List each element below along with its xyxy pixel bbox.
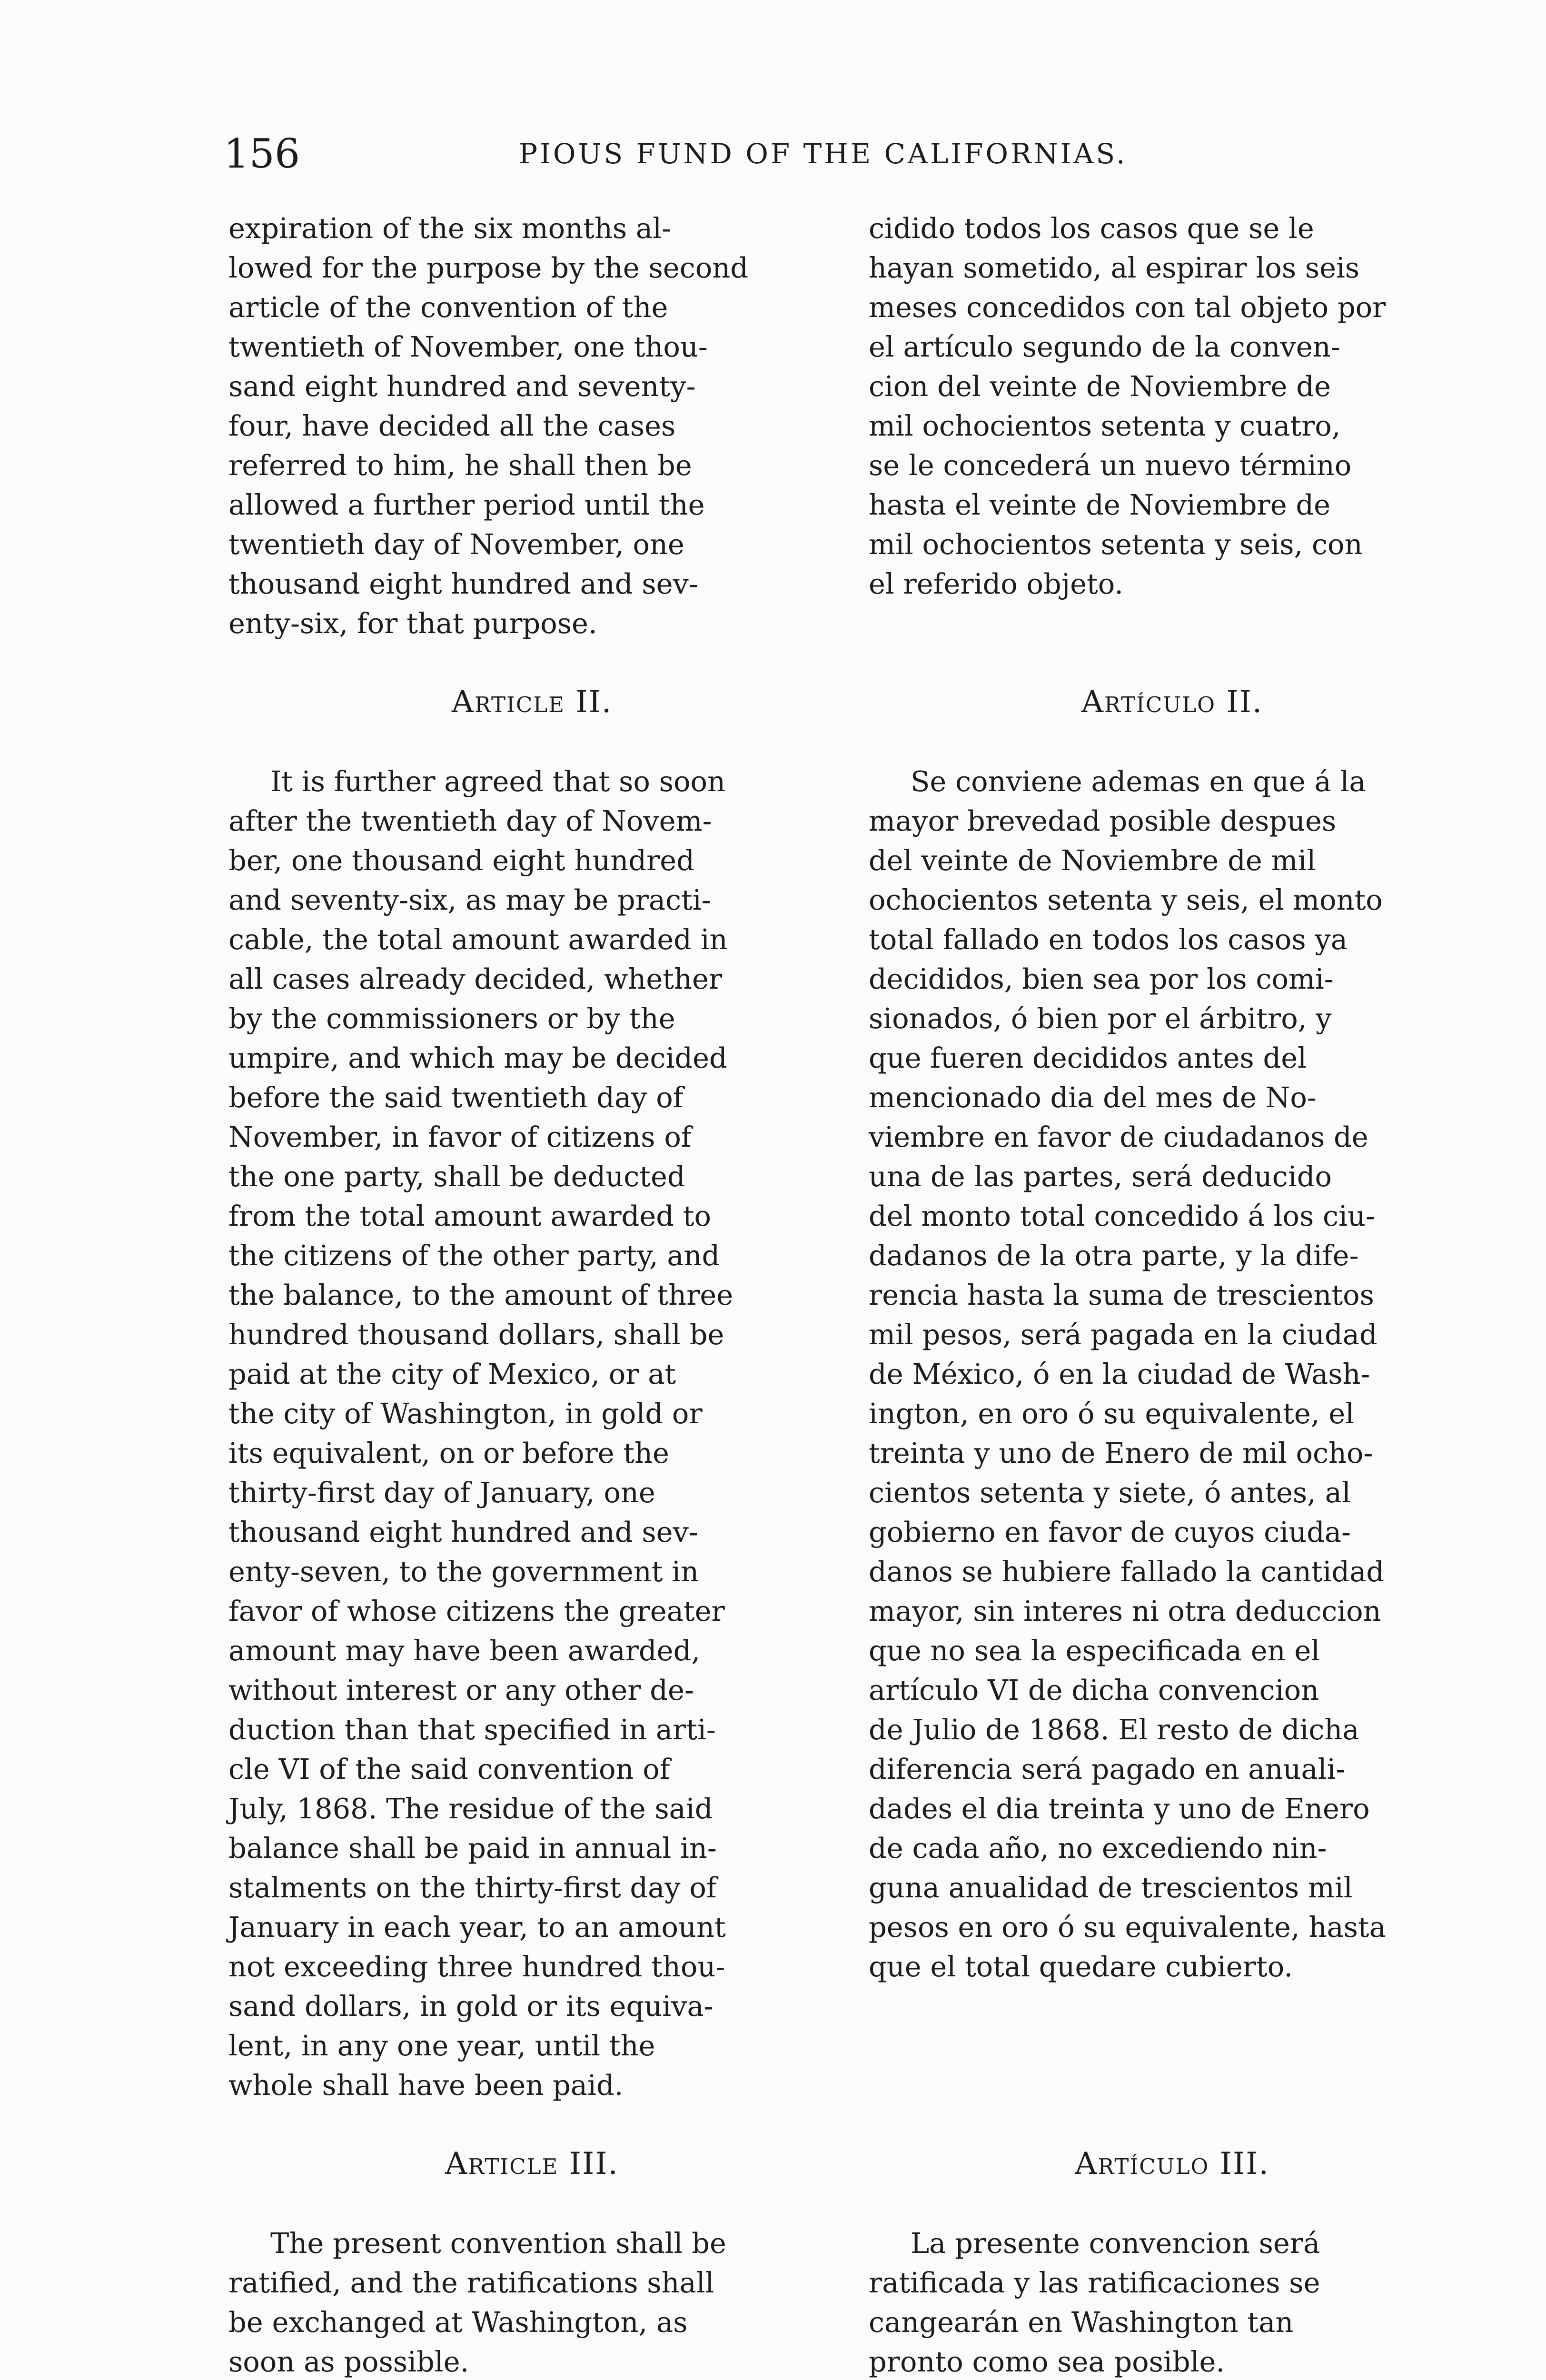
text-line: mencionado dia del mes de No- bbox=[869, 1081, 1317, 1114]
text-line: pesos en oro ó su equivalente, hasta bbox=[869, 1911, 1386, 1944]
text-line: umpire, and which may be decided bbox=[228, 1041, 727, 1074]
text-line: de México, ó en la ciudad de Wash- bbox=[869, 1358, 1370, 1390]
text-line: sand eight hundred and seventy- bbox=[228, 370, 696, 403]
english-article-2-paragraph bbox=[228, 762, 835, 2105]
text-line: soon as possible. bbox=[228, 2345, 469, 2378]
text-line: gobierno en favor de cuyos ciuda- bbox=[869, 1516, 1351, 1548]
text-line: November, in favor of citizens of bbox=[228, 1121, 692, 1153]
text-line: total fallado en todos los casos ya bbox=[869, 923, 1348, 956]
text-line: twentieth day of November, one bbox=[228, 528, 684, 561]
text-line: thirty-first day of January, one bbox=[228, 1476, 655, 1509]
text-line: Se conviene ademas en que á la bbox=[911, 765, 1366, 798]
text-line: amount may have been awarded, bbox=[228, 1634, 701, 1667]
text-line: thousand eight hundred and sev- bbox=[228, 1516, 698, 1548]
text-line: cangearán en Washington tan bbox=[869, 2306, 1294, 2339]
text-line: expiration of the six months al- bbox=[228, 212, 671, 245]
text-line: que el total quedare cubierto. bbox=[869, 1950, 1293, 1983]
text-line: mil pesos, será pagada en la ciudad bbox=[869, 1318, 1378, 1351]
text-line: lowed for the purpose by the second bbox=[228, 251, 748, 284]
text-line: cion del veinte de Noviembre de bbox=[869, 370, 1331, 403]
text-line: ratified, and the ratifications shall bbox=[228, 2266, 714, 2299]
text-line: article of the convention of the bbox=[228, 291, 668, 324]
text-line: La presente convencion será bbox=[911, 2227, 1320, 2260]
text-line: duction than that specified in arti- bbox=[228, 1713, 716, 1746]
text-line: It is further agreed that so soon bbox=[270, 765, 726, 798]
text-line: and seventy-six, as may be practi- bbox=[228, 883, 711, 916]
text-line: The present convention shall be bbox=[270, 2227, 726, 2260]
text-line: not exceeding three hundred thou- bbox=[228, 1950, 725, 1983]
text-line: dadanos de la otra parte, y la dife- bbox=[869, 1239, 1359, 1272]
text-line: enty-seven, to the government in bbox=[228, 1555, 699, 1588]
text-line: twentieth of November, one thou- bbox=[228, 330, 708, 363]
text-line: guna anualidad de trescientos mil bbox=[869, 1871, 1353, 1904]
page-number: 156 bbox=[224, 130, 300, 177]
text-line: the citizens of the other party, and bbox=[228, 1239, 720, 1272]
english-continuation-paragraph bbox=[228, 208, 835, 643]
text-line: the city of Washington, in gold or bbox=[228, 1397, 703, 1430]
text-line: sand dollars, in gold or its equiva- bbox=[228, 1990, 714, 2023]
english-article-2-heading: Article II. bbox=[451, 684, 613, 720]
text-line: ochocientos setenta y seis, el monto bbox=[869, 883, 1383, 916]
text-line: cidido todos los casos que se le bbox=[869, 212, 1314, 245]
text-line: January in each year, to an amount bbox=[228, 1911, 726, 1944]
text-line: paid at the city of Mexico, or at bbox=[228, 1358, 676, 1390]
text-line: de cada año, no excediendo nin- bbox=[869, 1832, 1327, 1864]
text-line: meses concedidos con tal objeto por bbox=[869, 291, 1386, 324]
english-article-3-heading: Article III. bbox=[445, 2146, 619, 2182]
page-header bbox=[224, 128, 1328, 180]
text-line: by the commissioners or by the bbox=[228, 1002, 675, 1035]
text-line: mayor, sin interes ni otra deduccion bbox=[869, 1595, 1381, 1627]
text-line: lent, in any one year, until the bbox=[228, 2029, 655, 2062]
text-line: sionados, ó bien por el árbitro, y bbox=[869, 1002, 1332, 1035]
text-line: hasta el veinte de Noviembre de bbox=[869, 488, 1331, 521]
english-article-3-paragraph bbox=[228, 2223, 835, 2380]
text-line: mil ochocientos setenta y seis, con bbox=[869, 528, 1363, 561]
text-line: be exchanged at Washington, as bbox=[228, 2306, 688, 2339]
text-line: treinta y uno de Enero de mil ocho- bbox=[869, 1437, 1373, 1469]
spanish-article-2-paragraph bbox=[869, 762, 1476, 2105]
text-line: before the said twentieth day of bbox=[228, 1081, 684, 1114]
spanish-article-3-paragraph bbox=[869, 2223, 1476, 2380]
spanish-continuation-paragraph bbox=[869, 208, 1476, 643]
text-line: cientos setenta y siete, ó antes, al bbox=[869, 1476, 1351, 1509]
text-line: cle VI of the said convention of bbox=[228, 1753, 670, 1785]
text-line: enty-six, for that purpose. bbox=[228, 607, 597, 640]
text-line: diferencia será pagado en anuali- bbox=[869, 1753, 1346, 1785]
text-line: the balance, to the amount of three bbox=[228, 1279, 733, 1311]
text-line: referred to him, he shall then be bbox=[228, 449, 692, 482]
text-line: de Julio de 1868. El resto de dicha bbox=[869, 1713, 1359, 1746]
text-line: hayan sometido, al espirar los seis bbox=[869, 251, 1360, 284]
text-line: que no sea la especificada en el bbox=[869, 1634, 1320, 1667]
text-line: danos se hubiere fallado la cantidad bbox=[869, 1555, 1385, 1588]
text-line: del veinte de Noviembre de mil bbox=[869, 844, 1316, 877]
spanish-column bbox=[869, 208, 1476, 2380]
text-line: after the twentieth day of Novem- bbox=[228, 804, 712, 837]
text-line: thousand eight hundred and sev- bbox=[228, 567, 698, 600]
text-line: from the total amount awarded to bbox=[228, 1200, 711, 1232]
text-line: the one party, shall be deducted bbox=[228, 1160, 685, 1193]
english-column bbox=[228, 208, 835, 2380]
text-line: whole shall have been paid. bbox=[228, 2069, 624, 2102]
text-line: without interest or any other de- bbox=[228, 1674, 694, 1706]
text-line: rencia hasta la suma de trescientos bbox=[869, 1279, 1374, 1311]
text-line: July, 1868. The residue of the said bbox=[228, 1792, 713, 1825]
text-line: mayor brevedad posible despues bbox=[869, 804, 1337, 837]
text-line: artículo VI de dicha convencion bbox=[869, 1674, 1319, 1706]
text-line: cable, the total amount awarded in bbox=[228, 923, 728, 956]
text-line: its equivalent, on or before the bbox=[228, 1437, 669, 1469]
text-line: allowed a further period until the bbox=[228, 488, 705, 521]
running-title: PIOUS FUND OF THE CALIFORNIAS. bbox=[519, 138, 1128, 170]
text-line: dades el dia treinta y uno de Enero bbox=[869, 1792, 1370, 1825]
text-line: que fueren decididos antes del bbox=[869, 1041, 1307, 1074]
text-line: ratificada y las ratificaciones se bbox=[869, 2266, 1320, 2299]
text-line: balance shall be paid in annual in- bbox=[228, 1832, 717, 1864]
text-line: una de las partes, será deducido bbox=[869, 1160, 1332, 1193]
text-line: decididos, bien sea por los comi- bbox=[869, 962, 1334, 995]
text-line: favor of whose citizens the greater bbox=[228, 1595, 725, 1627]
text-line: se le concederá un nuevo término bbox=[869, 449, 1352, 482]
text-line: viembre en favor de ciudadanos de bbox=[869, 1121, 1368, 1153]
text-line: ber, one thousand eight hundred bbox=[228, 844, 694, 877]
text-line: el referido objeto. bbox=[869, 567, 1123, 600]
text-line: hundred thousand dollars, shall be bbox=[228, 1318, 724, 1351]
spanish-article-3-heading: Artículo III. bbox=[1075, 2146, 1269, 2182]
text-line: del monto total concedido á los ciu- bbox=[869, 1200, 1375, 1232]
text-line: ington, en oro ó su equivalente, el bbox=[869, 1397, 1355, 1430]
text-line: mil ochocientos setenta y cuatro, bbox=[869, 409, 1341, 442]
spanish-article-2-heading: Artículo II. bbox=[1081, 684, 1263, 720]
text-line: el artículo segundo de la conven- bbox=[869, 330, 1340, 363]
text-line: all cases already decided, whether bbox=[228, 962, 723, 995]
text-line: pronto como sea posible. bbox=[869, 2345, 1225, 2378]
text-line: stalments on the thirty-first day of bbox=[228, 1871, 717, 1904]
text-line: four, have decided all the cases bbox=[228, 409, 676, 442]
